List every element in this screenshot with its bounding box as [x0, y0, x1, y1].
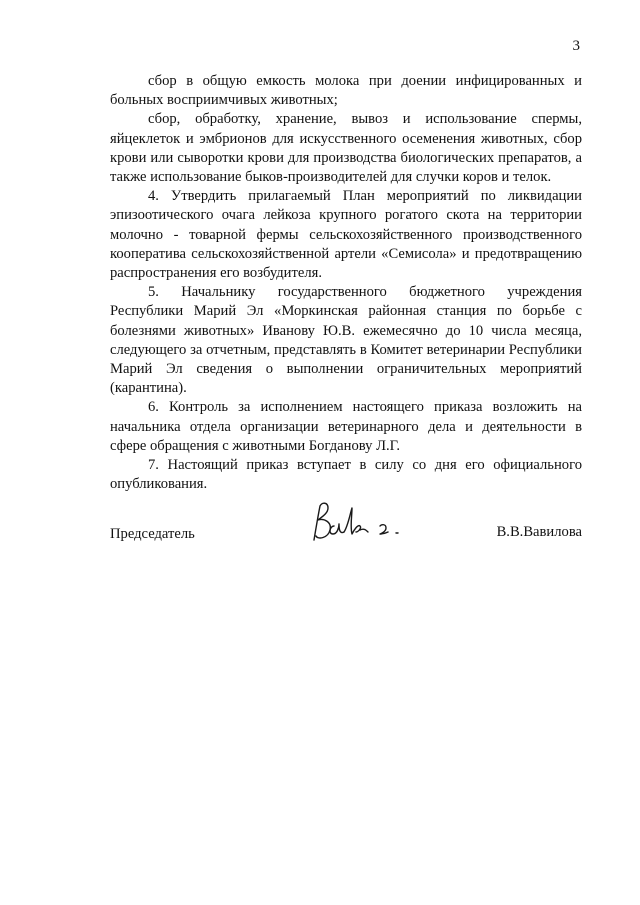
page-number: 3 [572, 38, 580, 54]
paragraph-semen-blood-collection: сбор, обработку, хранение, вывоз и использование спермы, яйцеклеток и эмбрионов для искусственного осеменения животных, сбор крови или сыворотки крови для производства биологических препаратов, а также использование быков-производителей для случки коров и телок. [110, 111, 582, 186]
signer-title: Председатель [110, 526, 195, 542]
paragraph-item-5-reporting: 5. Начальнику государственного бюджетного учреждения Республики Марий Эл «Моркинская районная станция по борьбе с болезнями животных» Иванову Ю.В. ежемесячно до 10 числа месяца, следующего за отчетным, представлять в Комитет ветеринарии Республики Марий Эл сведения о выполнении ограничительных мероприятий (карантина). [110, 284, 582, 397]
document-body [110, 72, 582, 494]
handwritten-signature [308, 500, 408, 548]
paragraph-milk-collection: сбор в общую емкость молока при доении инфицированных и больных восприимчивых животных; [110, 73, 582, 109]
paragraph-item-7-effective-date: 7. Настоящий приказ вступает в силу со дня его официального опубликования. [110, 457, 582, 493]
paragraph-item-4-plan: 4. Утвердить прилагаемый План мероприятий по ликвидации эпизоотического очага лейкоза крупного рогатого скота на территории молочно - товарной фермы сельскохозяйственного производственного кооператива сельскохозяйственной артели «Семисола» и предотвращению распространения его возбудителя. [110, 188, 582, 282]
paragraph-item-6-control: 6. Контроль за исполнением настоящего приказа возложить на начальника отдела организации ветеринарного дела и деятельности в сфере обращения с животными Богданову Л.Г. [110, 399, 582, 454]
signature-block [110, 500, 582, 560]
signer-name: В.В.Вавилова [496, 524, 582, 540]
